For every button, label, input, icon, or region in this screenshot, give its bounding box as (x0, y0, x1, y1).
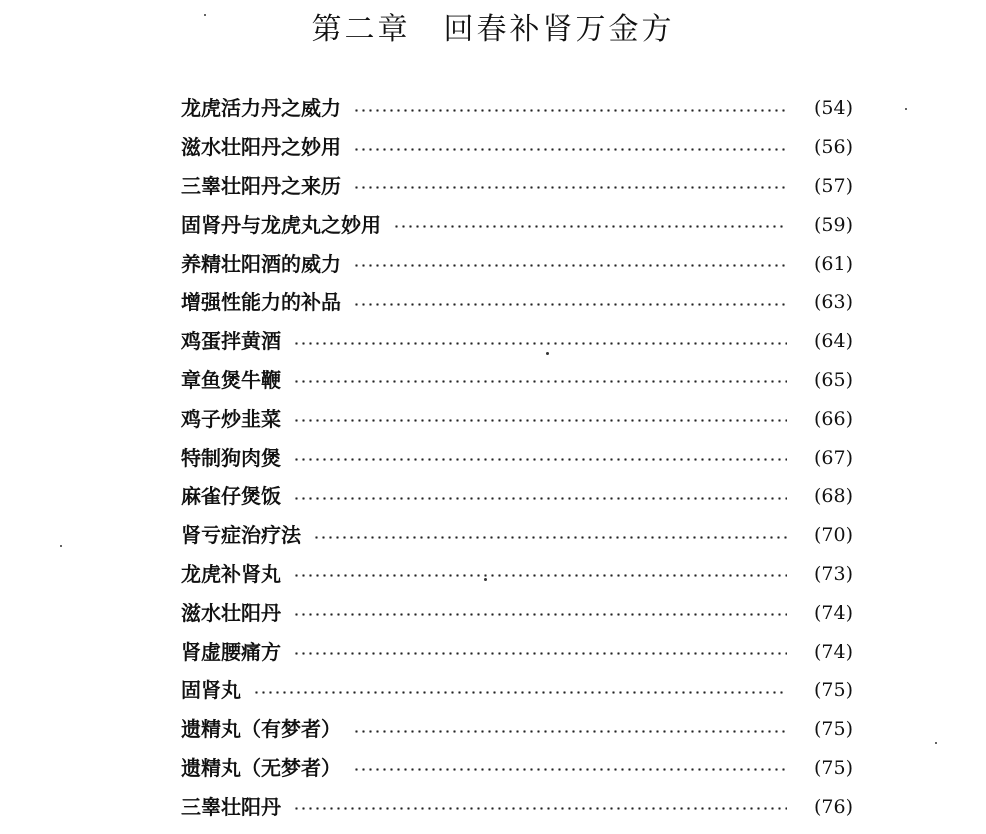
toc-entry-title: 三睾壮阳丹之来历 (181, 173, 341, 198)
toc-entry (181, 787, 853, 826)
toc-entry (181, 555, 853, 594)
toc-leader-dots (353, 186, 787, 189)
toc-leader-dots (293, 613, 787, 616)
scan-speck (546, 352, 549, 355)
toc-entry (181, 167, 853, 206)
toc-entry (181, 244, 853, 283)
scan-speck (935, 742, 937, 744)
toc-entry (181, 283, 853, 322)
toc-entry-title: 固肾丸 (181, 678, 241, 703)
toc-entry-title: 遗精丸（有梦者） (181, 717, 341, 742)
toc-entry (181, 593, 853, 632)
toc-leader-dots (353, 264, 787, 267)
toc-entry-title: 章鱼煲牛鞭 (181, 367, 281, 392)
toc-leader-dots (393, 225, 787, 228)
toc-entry-title: 特制狗肉煲 (181, 445, 281, 470)
toc-entry-page: (67) (813, 446, 853, 469)
toc-entry-page: (61) (813, 252, 853, 275)
toc-entry-title: 龙虎补肾丸 (181, 561, 281, 586)
toc-entry-title: 麻雀仔煲饭 (181, 484, 281, 509)
toc-entry (181, 710, 853, 749)
toc-entry (181, 749, 853, 788)
toc-leader-dots (353, 148, 787, 151)
toc-entry (181, 438, 853, 477)
toc-entry-page: (75) (813, 718, 853, 741)
toc-entry-page: (76) (813, 795, 853, 818)
scan-speck (484, 578, 487, 581)
toc-entry-page: (63) (813, 291, 853, 314)
toc-entry (181, 89, 853, 128)
toc-entry-title: 三睾壮阳丹 (181, 794, 281, 819)
scan-speck (204, 14, 206, 16)
toc-entry-title: 鸡子炒韭菜 (181, 406, 281, 431)
toc-leader-dots (293, 807, 787, 810)
toc-entry-title: 增强性能力的补品 (181, 290, 341, 315)
toc-entry-page: (66) (813, 407, 853, 430)
toc-entry (181, 477, 853, 516)
toc-entry-page: (65) (813, 368, 853, 391)
toc-entry-title: 肾虚腰痛方 (181, 639, 281, 664)
toc-entry-title: 龙虎活力丹之威力 (181, 96, 341, 121)
toc-entry (181, 361, 853, 400)
toc-leader-dots (353, 730, 787, 733)
toc-entry-page: (54) (813, 97, 853, 120)
scan-speck (905, 108, 907, 110)
toc-entry (181, 399, 853, 438)
toc-leader-dots (293, 342, 787, 345)
toc-leader-dots (293, 458, 787, 461)
scan-speck (60, 545, 62, 547)
toc-leader-dots (353, 768, 787, 771)
toc-entry-title: 固肾丹与龙虎丸之妙用 (181, 212, 381, 237)
toc-entry-page: (68) (813, 485, 853, 508)
toc-entry-title: 鸡蛋拌黄酒 (181, 329, 281, 354)
toc-leader-dots (313, 536, 787, 539)
toc-leader-dots (353, 109, 787, 112)
toc-entry (181, 322, 853, 361)
toc-entry-page: (70) (813, 524, 853, 547)
toc-leader-dots (293, 380, 787, 383)
toc-leader-dots (293, 652, 787, 655)
toc-entry-page: (56) (813, 136, 853, 159)
toc-entry (181, 632, 853, 671)
toc-leader-dots (353, 303, 787, 306)
toc-entry-page: (73) (813, 562, 853, 585)
toc-entry-page: (74) (813, 601, 853, 624)
toc-entry-title: 肾亏症治疗法 (181, 523, 301, 548)
chapter-title: 第二章 回春补肾万金方 (311, 12, 675, 47)
toc-entry-page: (74) (813, 640, 853, 663)
toc-entry (181, 128, 853, 167)
toc-entry-page: (57) (813, 174, 853, 197)
toc-entry (181, 671, 853, 710)
toc-entry-page: (75) (813, 679, 853, 702)
toc-entry-title: 遗精丸（无梦者） (181, 755, 341, 780)
table-of-contents (181, 89, 853, 826)
toc-leader-dots (293, 419, 787, 422)
toc-entry-page: (59) (813, 213, 853, 236)
toc-entry-title: 滋水壮阳丹 (181, 600, 281, 625)
toc-leader-dots (293, 497, 787, 500)
toc-entry-page: (75) (813, 756, 853, 779)
toc-leader-dots (253, 691, 787, 694)
toc-entry (181, 516, 853, 555)
toc-leader-dots (293, 574, 787, 577)
toc-entry-page: (64) (813, 330, 853, 353)
toc-entry (181, 205, 853, 244)
toc-entry-title: 滋水壮阳丹之妙用 (181, 135, 341, 160)
toc-entry-title: 养精壮阳酒的威力 (181, 251, 341, 276)
